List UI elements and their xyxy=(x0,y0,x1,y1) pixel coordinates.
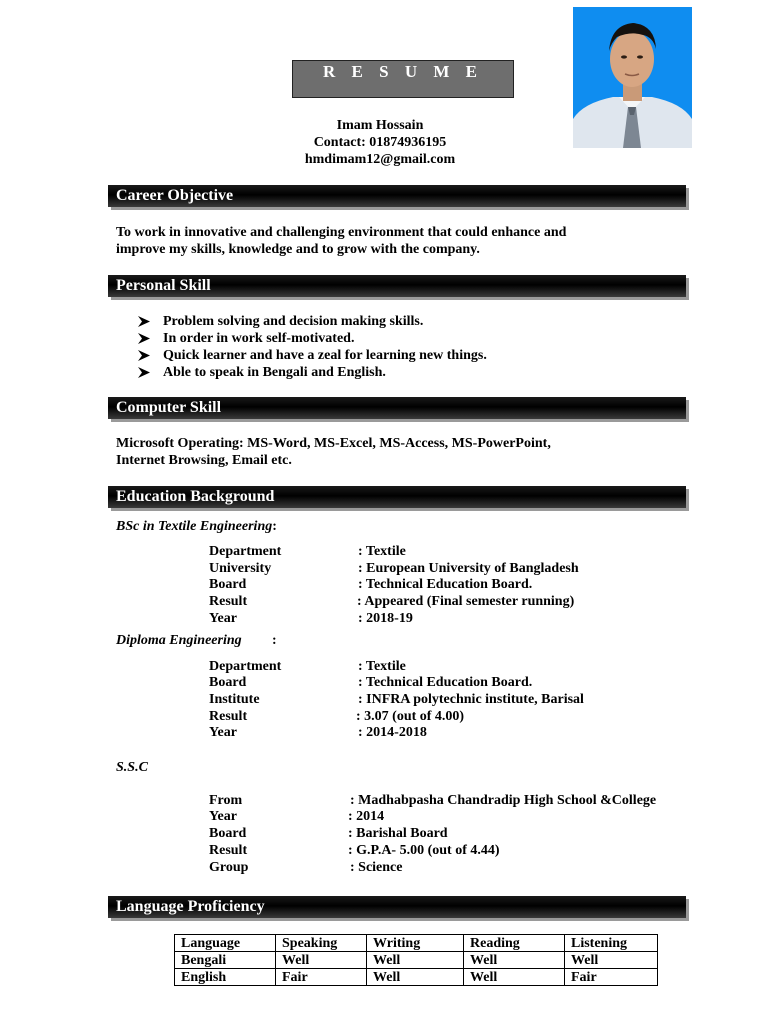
career-objective-text xyxy=(116,224,676,258)
diploma-value: : 3.07 (out of 4.00) xyxy=(356,709,465,724)
table-header-cell: Speaking xyxy=(276,935,367,952)
bsc-value: : 2018-19 xyxy=(358,611,413,626)
section-language: Language Proficiency xyxy=(108,896,686,918)
diploma-value: : INFRA polytechnic institute, Barisal xyxy=(358,692,584,707)
table-cell: Well xyxy=(276,952,367,969)
computer-line: Microsoft Operating: MS-Word, MS-Excel, MS-Access, MS-PowerPoint, xyxy=(116,436,551,451)
ssc-label: Group xyxy=(209,860,249,875)
table-cell: Bengali xyxy=(175,952,276,969)
table-cell: Well xyxy=(367,969,464,986)
diploma-value: : 2014-2018 xyxy=(358,725,427,740)
diploma-label: Board xyxy=(209,675,247,690)
diploma-value: : Technical Education Board. xyxy=(358,675,533,690)
arrow-bullet-icon xyxy=(138,350,150,361)
bsc-label: Department xyxy=(209,544,282,559)
language-table xyxy=(174,934,658,986)
career-line: improve my skills, knowledge and to grow with the company. xyxy=(116,242,480,257)
table-header-cell: Listening xyxy=(565,935,658,952)
diploma-label: Result xyxy=(209,709,248,724)
section-computer-skill: Computer Skill xyxy=(108,397,686,419)
table-header-cell: Language xyxy=(175,935,276,952)
arrow-bullet-icon xyxy=(138,367,150,378)
bsc-label: Board xyxy=(209,577,247,592)
table-header-row xyxy=(175,935,658,952)
list-item xyxy=(138,347,487,364)
ssc-label: Year xyxy=(209,809,237,824)
section-career-objective: Career Objective xyxy=(108,185,686,207)
diploma-label: Department xyxy=(209,659,282,674)
list-item xyxy=(138,330,487,347)
ssc-value: : 2014 xyxy=(348,809,385,824)
table-cell: Well xyxy=(464,952,565,969)
ssc-heading: S.S.C xyxy=(116,760,148,775)
bsc-value: : Technical Education Board. xyxy=(358,577,533,592)
section-education: Education Background xyxy=(108,486,686,508)
contact-email: hmdimam12@gmail.com xyxy=(304,152,456,167)
career-line: To work in innovative and challenging environment that could enhance and xyxy=(116,225,567,240)
list-item xyxy=(138,313,487,330)
table-header-cell: Reading xyxy=(464,935,565,952)
table-cell: Well xyxy=(367,952,464,969)
skill-text: In order in work self-motivated. xyxy=(163,331,355,346)
list-item xyxy=(138,364,487,381)
bsc-value: : Textile xyxy=(358,544,406,559)
diploma-label: Institute xyxy=(209,692,260,707)
ssc-value: : Barishal Board xyxy=(348,826,448,841)
table-cell: Fair xyxy=(565,969,658,986)
computer-skill-text xyxy=(116,435,676,469)
person-portrait-icon xyxy=(573,7,692,148)
table-row xyxy=(175,952,658,969)
ssc-value: : Madhabpasha Chandradip High School &College xyxy=(350,793,657,808)
bsc-value: : Appeared (Final semester running) xyxy=(357,594,575,609)
arrow-bullet-icon xyxy=(138,333,150,344)
table-cell: Fair xyxy=(276,969,367,986)
bsc-heading: BSc in Textile Engineering: xyxy=(116,519,277,534)
resume-title: R E S U M E xyxy=(292,60,514,98)
contact-name: Imam Hossain xyxy=(336,118,424,133)
diploma-heading: Diploma Engineering xyxy=(116,633,242,648)
profile-photo xyxy=(573,7,692,148)
skill-text: Problem solving and decision making skills. xyxy=(163,314,424,329)
table-header-cell: Writing xyxy=(367,935,464,952)
arrow-bullet-icon xyxy=(138,316,150,327)
section-personal-skill: Personal Skill xyxy=(108,275,686,297)
ssc-value: : G.P.A- 5.00 (out of 4.44) xyxy=(348,843,500,858)
bsc-label: Result xyxy=(209,594,248,609)
bsc-label: Year xyxy=(209,611,237,626)
table-cell: Well xyxy=(464,969,565,986)
skill-text: Able to speak in Bengali and English. xyxy=(163,365,386,380)
diploma-colon: : xyxy=(272,633,277,648)
table-cell: English xyxy=(175,969,276,986)
ssc-value: : Science xyxy=(350,860,403,875)
bsc-label: University xyxy=(209,561,272,576)
contact-phone: Contact: 01874936195 xyxy=(313,135,447,150)
bsc-value: : European University of Bangladesh xyxy=(358,561,579,576)
skill-text: Quick learner and have a zeal for learning new things. xyxy=(163,348,487,363)
ssc-label: From xyxy=(209,793,243,808)
ssc-label: Board xyxy=(209,826,247,841)
table-cell: Well xyxy=(565,952,658,969)
table-row xyxy=(175,969,658,986)
ssc-label: Result xyxy=(209,843,248,858)
diploma-value: : Textile xyxy=(358,659,406,674)
personal-skill-list xyxy=(138,313,487,381)
diploma-label: Year xyxy=(209,725,237,740)
computer-line: Internet Browsing, Email etc. xyxy=(116,453,292,468)
